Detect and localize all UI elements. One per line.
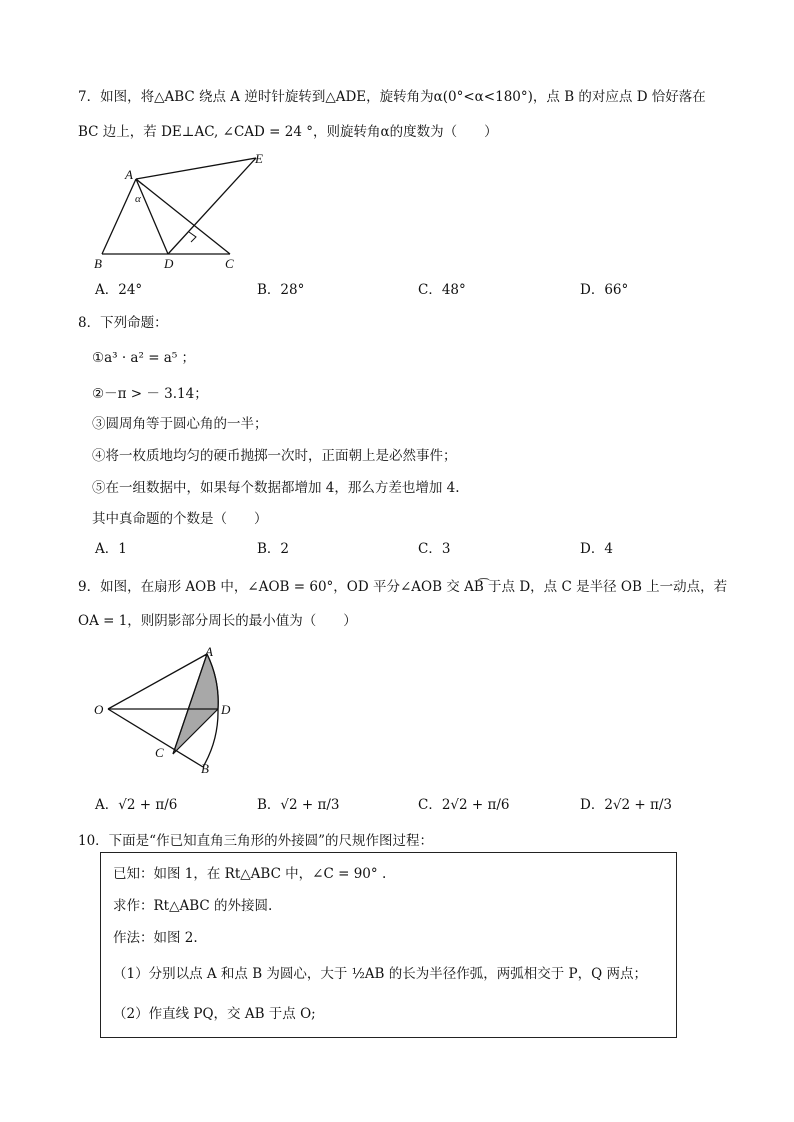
q7-label-d: D	[164, 256, 174, 271]
q8-stem: 8．下列命题：	[78, 315, 168, 331]
q8-option-d[interactable]: D．4	[580, 541, 613, 557]
q8-option-c[interactable]: C．3	[418, 541, 451, 557]
q8-item-1: ①a³ · a² = a⁵ ；	[92, 350, 196, 366]
q7-figure	[88, 146, 278, 274]
q9-option-c[interactable]: C．2√2 + π/6	[418, 797, 510, 813]
q7-label-b: B	[94, 256, 102, 271]
q7-option-c[interactable]: C．48°	[418, 282, 466, 298]
q9-option-d[interactable]: D．2√2 + π/3	[580, 797, 673, 813]
q7-label-a: A	[125, 167, 133, 182]
q9-label-a: A	[205, 644, 213, 659]
q10-find: 求作：Rt△ABC 的外接圆.	[113, 898, 273, 914]
q8-item-4: ④将一枚质地均匀的硬币抛掷一次时，正面朝上是必然事件；	[92, 448, 457, 464]
q8-question: 其中真命题的个数是（ ）	[92, 511, 268, 527]
q10-known: 已知：如图 1，在 Rt△ABC 中，∠C = 90° .	[113, 866, 387, 882]
q9-label-d: D	[221, 702, 231, 717]
q8-item-3: ③圆周角等于圆心角的一半；	[92, 416, 268, 432]
q10-step1: （1）分别以点 A 和点 B 为圆心，大于 ½AB 的长为半径作弧，两弧相交于 P，Q 两点；	[113, 966, 647, 982]
q9-stem-line2: OA = 1，则阴影部分周长的最小值为（ ）	[78, 613, 357, 629]
q7-label-c: C	[225, 256, 234, 271]
q9-figure	[88, 640, 248, 780]
q7-stem-line2: BC 边上，若 DE⊥AC, ∠CAD = 24 °，则旋转角α的度数为（ ）	[78, 124, 498, 140]
q7-label-alpha: α	[135, 193, 141, 205]
q10-construction-box	[100, 852, 677, 1038]
q8-option-a[interactable]: A．1	[95, 541, 127, 557]
q7-stem-line1: 7．如图，将△ABC 绕点 A 逆时针旋转到△ADE，旋转角为α(0°<α<180°)，点 B 的对应点 D 恰好落在	[78, 89, 706, 105]
q10-method: 作法：如图 2.	[113, 930, 198, 946]
q7-option-d[interactable]: D．66°	[580, 282, 629, 298]
q8-item-5: ⑤在一组数据中，如果每个数据都增加 4，那么方差也增加 4.	[92, 480, 460, 496]
q10-step2: （2）作直线 PQ，交 AB 于点 O;	[113, 1006, 316, 1022]
q9-label-c: C	[155, 745, 164, 760]
q9-label-b: B	[201, 761, 209, 776]
q9-stem-line1: 9．如图，在扇形 AOB 中，∠AOB = 60°，OD 平分∠AOB 交 AB͡ 于点 D，点 C 是半径 OB 上一动点，若	[78, 579, 728, 595]
q9-option-b[interactable]: B．√2 + π/3	[257, 797, 340, 813]
q8-option-b[interactable]: B．2	[257, 541, 290, 557]
q9-label-o: O	[94, 702, 104, 717]
q9-option-a[interactable]: A．√2 + π/6	[95, 797, 178, 813]
q7-option-a[interactable]: A．24°	[95, 282, 143, 298]
q7-label-e: E	[255, 151, 263, 166]
q7-option-b[interactable]: B．28°	[257, 282, 305, 298]
q10-stem: 10．下面是“作已知直角三角形的外接圆”的尺规作图过程：	[78, 833, 433, 849]
q8-item-2: ②－π > － 3.14；	[92, 386, 208, 402]
